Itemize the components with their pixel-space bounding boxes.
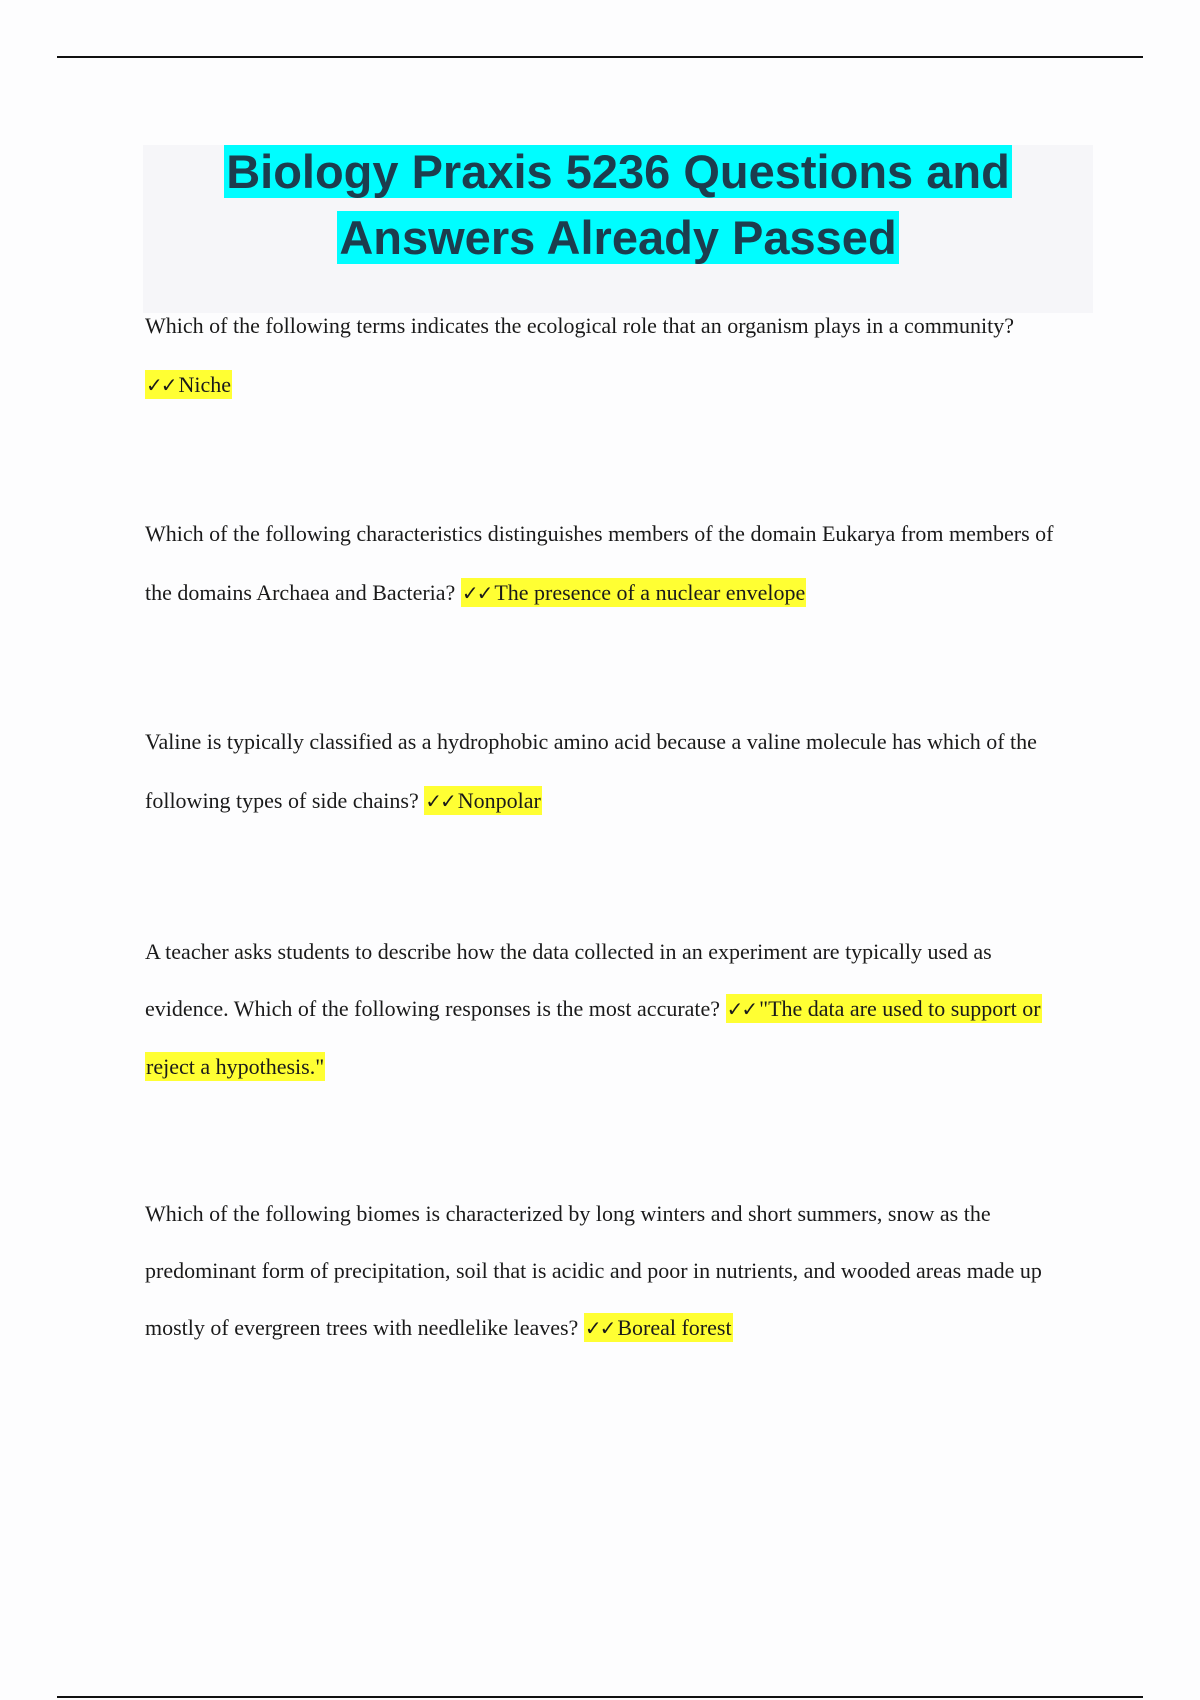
qa-item-2 <box>145 504 1080 623</box>
double-check-icon: ✓✓ <box>461 581 492 605</box>
answer-highlight <box>461 578 806 607</box>
page-title: Biology Praxis 5236 Questions and Answers Already Passed <box>226 145 1010 264</box>
question-text: Which of the following characteristics distinguishes members of the domain Eukarya from members of the domains Archaea and Bacteria? <box>145 521 1054 605</box>
answer-text: Niche <box>178 372 232 397</box>
answer-highlight <box>424 786 542 815</box>
double-check-icon: ✓✓ <box>425 789 455 813</box>
answer-text: Nonpolar <box>457 788 541 813</box>
double-check-icon: ✓✓ <box>584 1316 615 1340</box>
question-text: A teacher asks students to describe how the data collected in an experiment are typically used as evidence. Which of the following responses is the most accurate? <box>145 939 992 1021</box>
answer-text: The presence of a nuclear envelope <box>494 580 806 605</box>
top-rule <box>57 56 1143 58</box>
title-banner <box>143 145 1093 313</box>
question-text: Which of the following terms indicates the ecological role that an organism plays in a community? <box>145 313 1014 338</box>
bottom-rule <box>57 1696 1143 1698</box>
question-text: Valine is typically classified as a hydrophobic amino acid because a valine molecule has which of the following types of side chains? <box>145 729 1037 813</box>
qa-item-1 <box>145 296 1080 415</box>
answer-highlight <box>145 370 232 399</box>
double-check-icon: ✓✓ <box>726 997 757 1021</box>
qa-item-4 <box>145 923 1080 1095</box>
question-text: Which of the following biomes is characterized by long winters and short summers, snow as the predominant form of precipitation, soil that is acidic and poor in nutrients, and wooded areas made up mostly of evergreen trees with needlelike leaves? <box>145 1201 1042 1340</box>
qa-item-3 <box>145 712 1080 831</box>
qa-item-5 <box>145 1185 1080 1357</box>
answer-highlight <box>584 1313 733 1342</box>
double-check-icon: ✓✓ <box>146 373 176 397</box>
answer-text: "The data are used to support or reject a hypothesis." <box>146 996 1041 1079</box>
answer-text: Boreal forest <box>617 1315 732 1340</box>
